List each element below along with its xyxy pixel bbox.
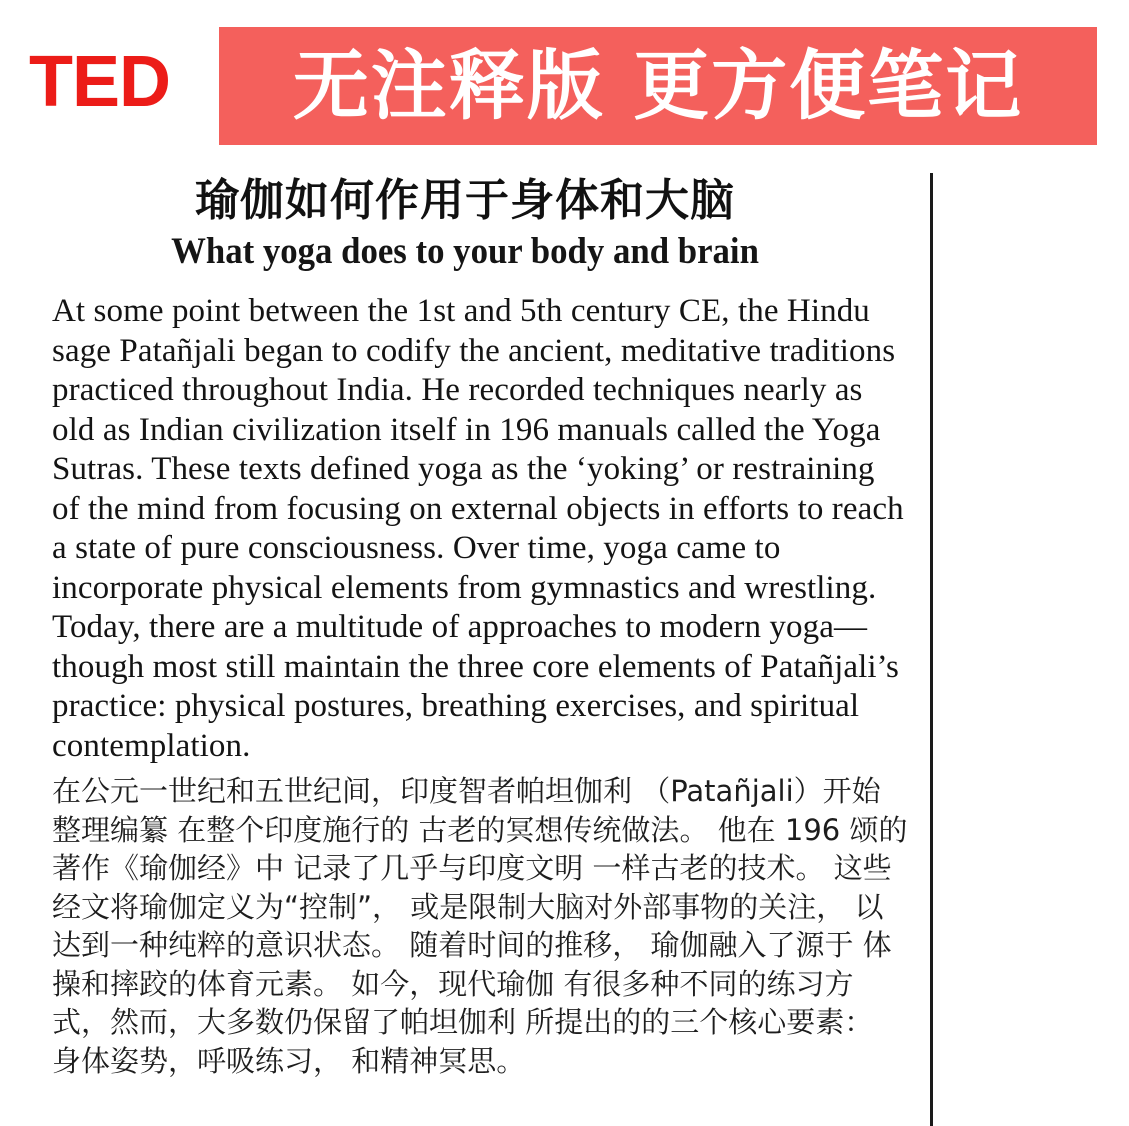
promo-banner-text: 无注释版 更方便笔记 xyxy=(292,41,1024,130)
article-body xyxy=(0,160,930,1126)
page-divider-rule xyxy=(930,173,933,1126)
promo-banner xyxy=(219,27,1097,145)
article-title-english: What yoga does to your body and brain xyxy=(171,231,759,272)
page-header xyxy=(0,0,1129,160)
article-title-chinese: 瑜伽如何作用于身体和大脑 xyxy=(195,175,735,226)
article-text-block xyxy=(0,274,930,1080)
article-title-block xyxy=(0,174,930,274)
paragraph-english: At some point between the 1st and 5th century CE, the Hindu sage Patañjali began to codify the ancient, meditative traditions practiced throughout India. He recorded techniques nearly as old as Indian civilization itself in 196 manuals called the Yoga Sutras. These texts defined yoga as the ‘yoking’ or restraining of the mind from focusing on external objects in efforts to reach a state of pure consciousness. Over time, yoga came to incorporate physical elements from gymnastics and wrestling. Today, there are a multitude of approaches to modern yoga—though most still maintain the three core elements of Patañjali’s practice: physical postures, breathing exercises, and spiritual contemplation. xyxy=(52,293,904,764)
paragraph-chinese: 在公元一世纪和五世纪间，印度智者帕坦伽利 （Patañjali）开始整理编纂 在整个印度施行的 古老的冥想传统做法。 他在 196 颂的著作《瑜伽经》中 记录了几乎与印度文明 一样古老的技术。 这些经文将瑜伽定义为“控制”， 或是限制大脑对外部事物的关注， 以达到一种纯粹的意识状态。 随着时间的推移， 瑜伽融入了源于 体操和摔跤的体育元素。 如今，现代瑜伽 有很多种不同的练习方式，然而，大多数仍保留了帕坦伽利 所提出的的三个核心要素： 身体姿势，呼吸练习， 和精神冥思。 xyxy=(52,774,908,1078)
ted-logo: TED xyxy=(29,42,170,122)
